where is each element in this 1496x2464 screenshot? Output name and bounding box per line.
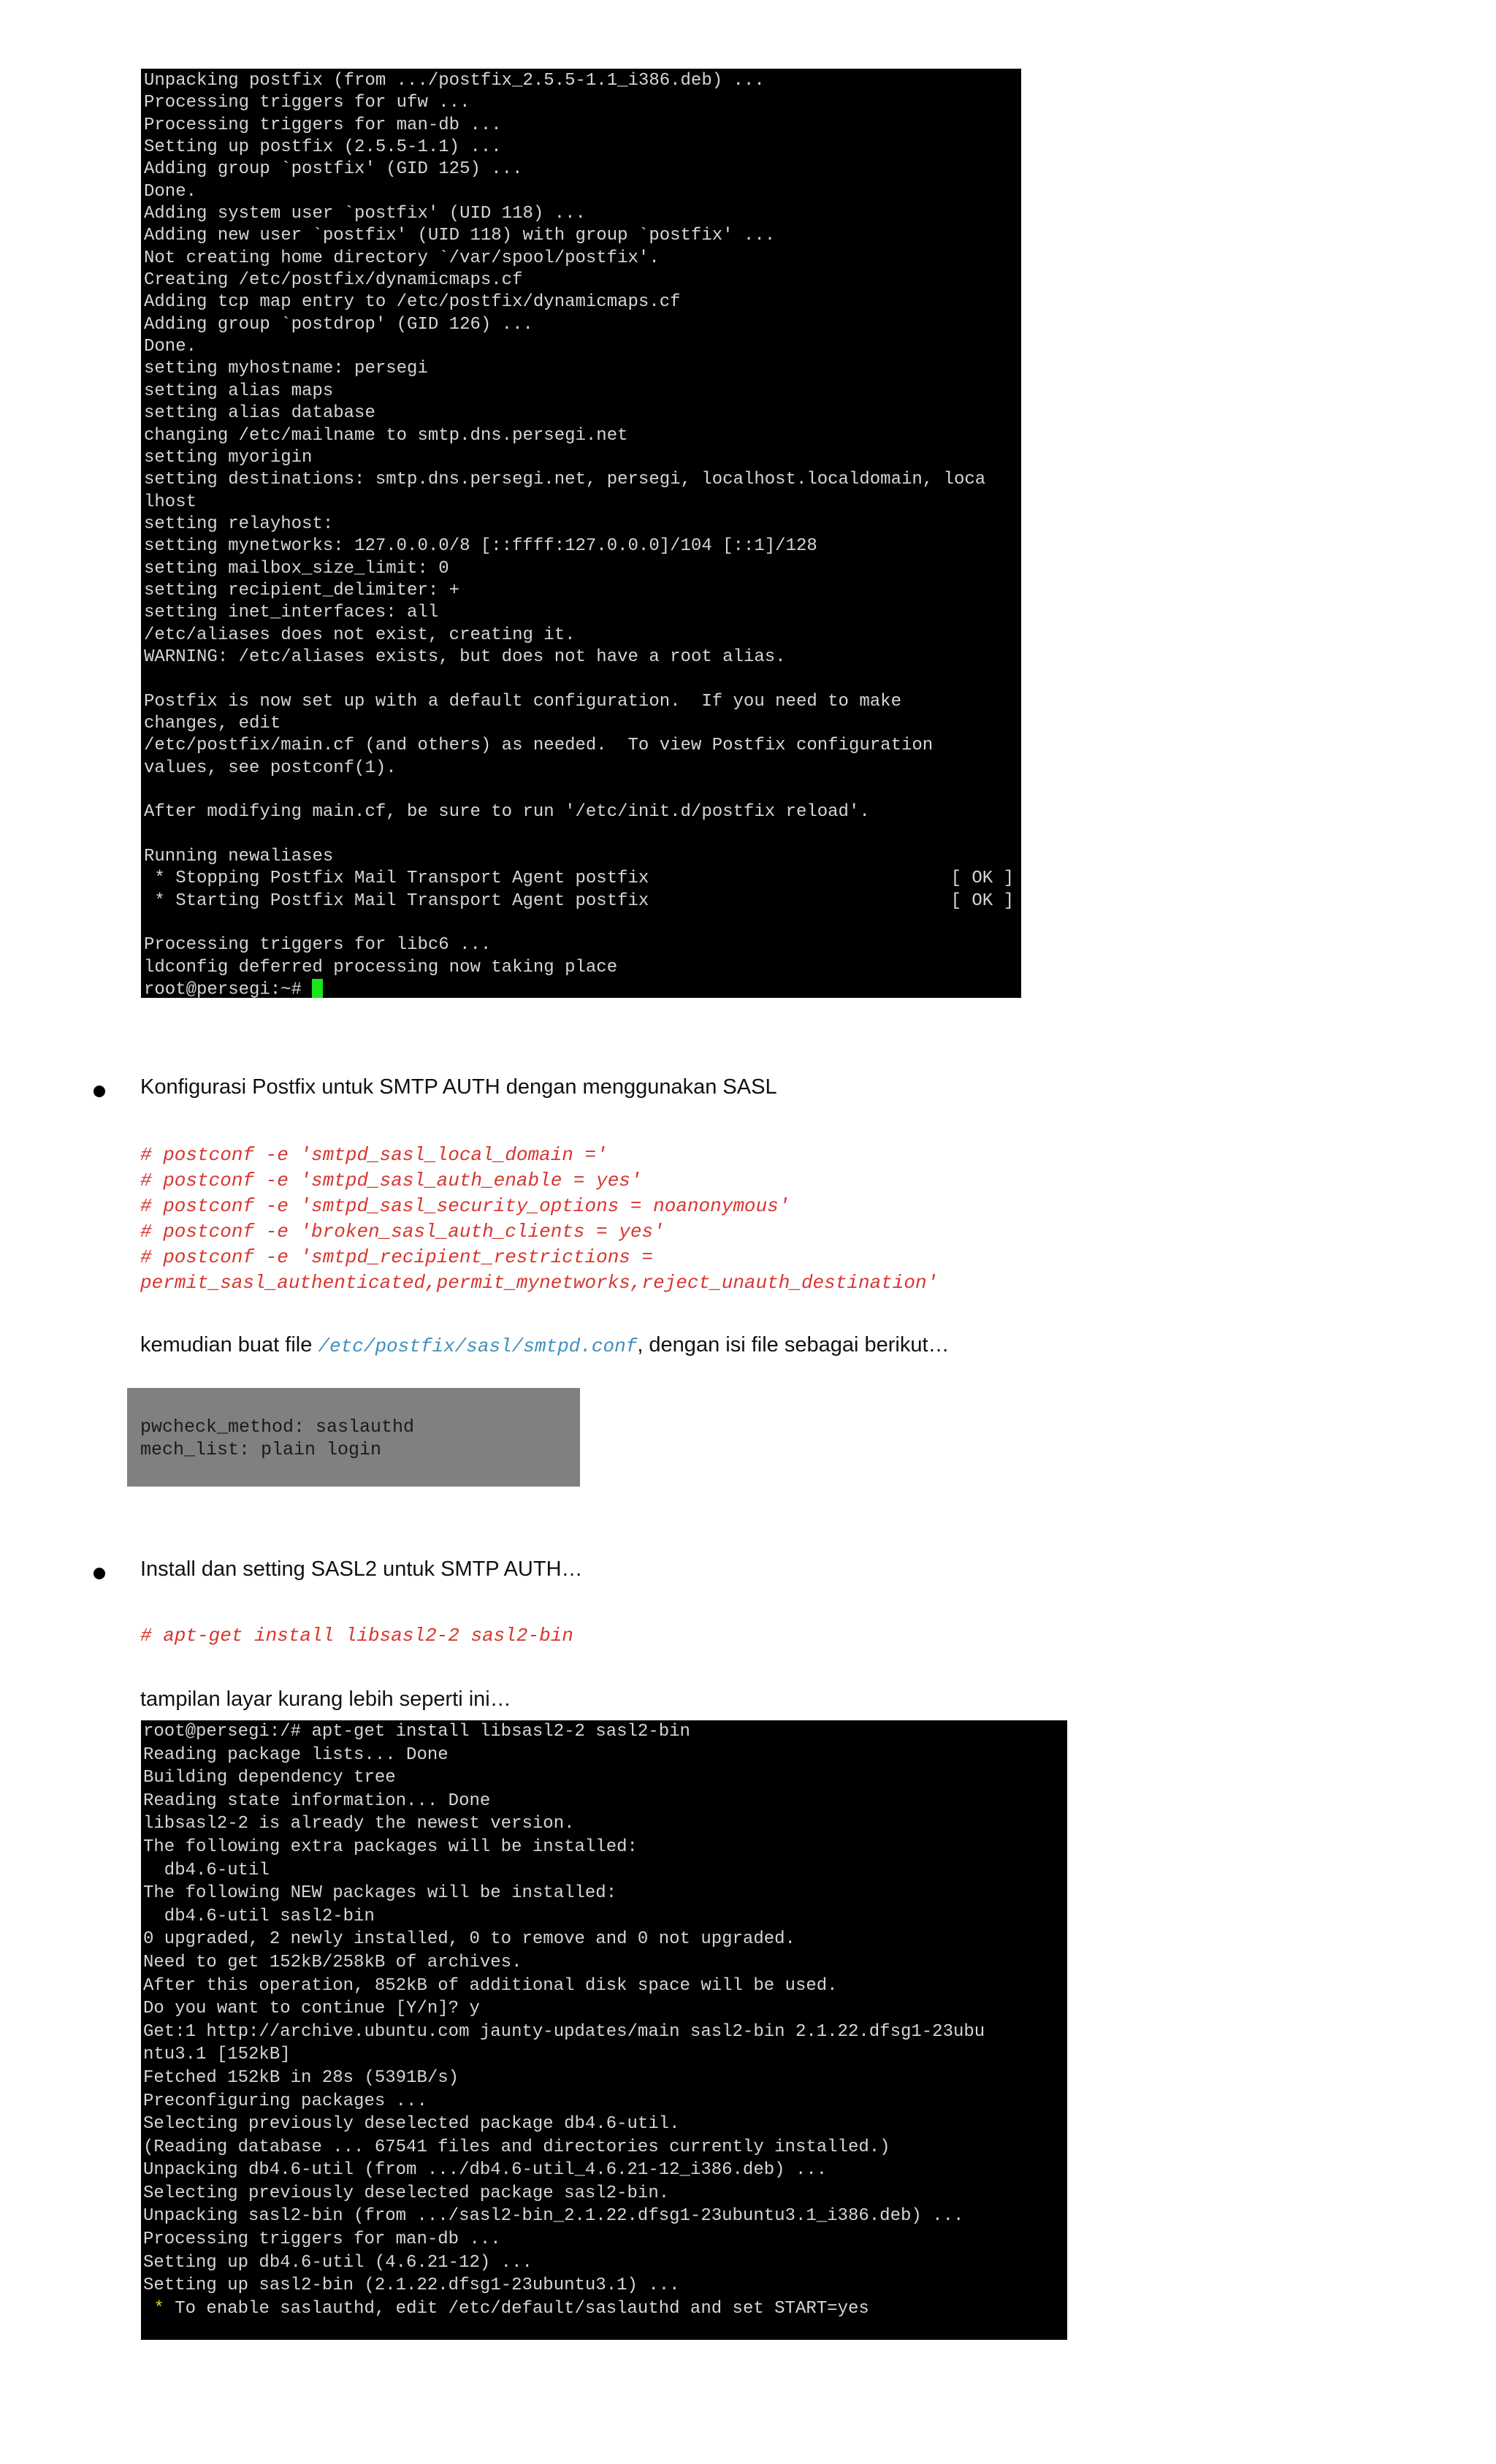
terminal-line: Reading package lists... Done: [143, 1744, 449, 1765]
terminal-line: [144, 912, 1021, 934]
terminal-line: After this operation, 852kB of additional disk space will be used.: [143, 1975, 838, 1996]
terminal-line: root@persegi:/# apt-get install libsasl2-2 sasl2-bin: [143, 1722, 690, 1742]
terminal-line: setting alias maps: [144, 381, 334, 401]
terminal-line: Setting up db4.6-util (4.6.21-12) ...: [143, 2252, 533, 2273]
terminal-line: ntu3.1 [152kB]: [143, 2045, 291, 2065]
terminal-line: The following NEW packages will be installed:: [143, 1883, 617, 1904]
terminal-line: changing /etc/mailname to smtp.dns.persegi.net: [144, 425, 628, 446]
terminal-line: setting myhostname: persegi: [144, 359, 428, 379]
star-marker: *: [153, 2298, 164, 2319]
terminal-line: values, see postconf(1).: [144, 758, 397, 778]
section-heading-sasl2-install: Install dan setting SASL2 untuk SMTP AUTH…: [140, 1557, 583, 1581]
terminal-line: Building dependency tree: [143, 1768, 396, 1788]
command-line: # postconf -e 'smtpd_sasl_local_domain =': [140, 1144, 608, 1166]
terminal-line: root@persegi:~#: [144, 979, 1021, 998]
status-ok-label: [ OK ]: [950, 869, 1014, 889]
terminal-line: Not creating home directory `/var/spool/postfix'.: [144, 248, 660, 268]
command-line: permit_sasl_authenticated,permit_mynetworks,reject_unauth_destination': [140, 1272, 939, 1294]
terminal-line: Preconfiguring packages ...: [143, 2091, 427, 2111]
terminal-line: db4.6-util sasl2-bin: [143, 1906, 375, 1926]
command-line: # postconf -e 'broken_sasl_auth_clients = yes': [140, 1221, 665, 1243]
section-heading-sasl-config: Konfigurasi Postfix untuk SMTP AUTH dengan menggunakan SASL: [140, 1075, 777, 1099]
terminal-line: Adding system user `postfix' (UID 118) ...: [144, 204, 586, 224]
smtpd-conf-content-box: [127, 1388, 580, 1487]
terminal-line: Do you want to continue [Y/n]? y: [143, 1999, 480, 2019]
terminal-line: Done.: [144, 337, 197, 357]
command-line: # apt-get install libsasl2-2 sasl2-bin: [140, 1625, 573, 1647]
instruction-prefix: kemudian buat file: [140, 1333, 318, 1357]
screen-caption-text: tampilan layar kurang lebih seperti ini…: [140, 1687, 511, 1711]
terminal-line: [144, 668, 1021, 690]
terminal-line: [144, 824, 1021, 846]
terminal-line: setting mynetworks: 127.0.0.0/8 [::ffff:127.0.0.0]/104 [::1]/128: [144, 536, 817, 557]
terminal-line: Processing triggers for ufw ...: [144, 93, 470, 113]
terminal-line: Unpacking db4.6-util (from .../db4.6-util_4.6.21-12_i386.deb) ...: [143, 2160, 828, 2181]
terminal-line: setting inet_interfaces: all: [144, 603, 439, 623]
terminal-line: * Starting Postfix Mail Transport Agent postfix [ OK ]: [144, 890, 1021, 912]
terminal-line: Unpacking sasl2-bin (from .../sasl2-bin_2.1.22.dfsg1-23ubuntu3.1_i386.deb) ...: [143, 2206, 964, 2227]
command-line: # postconf -e 'smtpd_sasl_security_options = noanonymous': [140, 1195, 790, 1217]
terminal-line: Need to get 152kB/258kB of archives.: [143, 1952, 522, 1972]
terminal-line: Adding group `postdrop' (GID 126) ...: [144, 314, 533, 335]
terminal-line: Adding tcp map entry to /etc/postfix/dynamicmaps.cf: [144, 292, 681, 313]
postconf-commands-block: [140, 1143, 938, 1296]
terminal-line: setting alias database: [144, 403, 375, 424]
terminal-line: Setting up sasl2-bin (2.1.22.dfsg1-23ubuntu3.1) ...: [143, 2276, 680, 2296]
conf-line: mech_list: plain login: [140, 1439, 382, 1460]
terminal-screenshot-postfix-install: [141, 69, 1021, 998]
terminal-line: Adding new user `postfix' (UID 118) with group `postfix' ...: [144, 226, 776, 246]
terminal-line: Processing triggers for man-db ...: [144, 115, 502, 135]
apt-get-command: [140, 1623, 573, 1649]
terminal-line: setting destinations: smtp.dns.persegi.net, persegi, localhost.localdomain, loca: [144, 470, 986, 490]
terminal-line: Selecting previously deselected package db4.6-util.: [143, 2114, 680, 2135]
terminal-line: ldconfig deferred processing now taking place: [144, 957, 618, 977]
command-line: # postconf -e 'smtpd_recipient_restrictions =: [140, 1246, 654, 1268]
terminal-line: /etc/postfix/main.cf (and others) as needed. To view Postfix configuration: [144, 736, 934, 756]
terminal-line: Running newaliases: [144, 847, 334, 867]
terminal-line: Fetched 152kB in 28s (5391B/s): [143, 2067, 459, 2088]
terminal-line: Postfix is now set up with a default configuration. If you need to make: [144, 691, 901, 712]
terminal-line: lhost: [144, 492, 197, 512]
terminal-line: changes, edit: [144, 713, 281, 733]
terminal-line: (Reading database ... 67541 files and directories currently installed.): [143, 2137, 890, 2157]
terminal-line: Selecting previously deselected package sasl2-bin.: [143, 2183, 670, 2203]
terminal-line: Adding group `postfix' (GID 125) ...: [144, 159, 523, 180]
command-line: # postconf -e 'smtpd_sasl_auth_enable = yes': [140, 1170, 642, 1191]
terminal-line: setting myorigin: [144, 447, 313, 468]
terminal-line: [144, 779, 1021, 801]
terminal-line: libsasl2-2 is already the newest version.: [143, 1814, 575, 1834]
instruction-suffix: , dengan isi file sebagai berikut…: [637, 1333, 950, 1357]
terminal-line: Unpacking postfix (from .../postfix_2.5.5-1.1_i386.deb) ...: [144, 71, 765, 91]
terminal-line: Get:1 http://archive.ubuntu.com jaunty-updates/main sasl2-bin 2.1.22.dfsg1-23ubu: [143, 2021, 985, 2042]
terminal-line: Processing triggers for man-db ...: [143, 2230, 501, 2250]
status-ok-label: [ OK ]: [950, 890, 1014, 911]
smtpd-conf-path-link[interactable]: /etc/postfix/sasl/smtpd.conf: [318, 1335, 638, 1357]
terminal-line: Creating /etc/postfix/dynamicmaps.cf: [144, 270, 523, 291]
terminal-line: Processing triggers for libc6 ...: [144, 935, 492, 956]
terminal-screenshot-sasl2-install: [141, 1720, 1067, 2340]
bullet-point: [94, 1568, 105, 1579]
terminal-line: setting relayhost:: [144, 514, 334, 534]
terminal-line: setting recipient_delimiter: +: [144, 580, 460, 600]
terminal-line: Done.: [144, 181, 197, 202]
terminal-line: The following extra packages will be installed:: [143, 1836, 638, 1857]
bullet-point: [94, 1086, 105, 1097]
terminal-line: db4.6-util: [143, 1860, 270, 1880]
terminal-cursor: [312, 979, 323, 998]
terminal-line-text: To enable saslauthd, edit /etc/default/saslauthd and set START=yes: [175, 2298, 869, 2319]
terminal-line: Setting up postfix (2.5.5-1.1) ...: [144, 137, 502, 158]
terminal-line: setting mailbox_size_limit: 0: [144, 558, 449, 579]
conf-line: pwcheck_method: saslauthd: [140, 1416, 415, 1438]
terminal-line: 0 upgraded, 2 newly installed, 0 to remove and 0 not upgraded.: [143, 1929, 795, 1950]
terminal-line: [143, 2297, 1067, 2321]
file-instruction-text: [140, 1333, 950, 1357]
terminal-line: WARNING: /etc/aliases exists, but does not have a root alias.: [144, 646, 786, 667]
terminal-line: Reading state information... Done: [143, 1790, 491, 1811]
terminal-line: * Stopping Postfix Mail Transport Agent postfix [ OK ]: [144, 868, 1021, 890]
terminal-line: After modifying main.cf, be sure to run '/etc/init.d/postfix reload'.: [144, 802, 870, 823]
terminal-line: /etc/aliases does not exist, creating it.: [144, 625, 576, 645]
